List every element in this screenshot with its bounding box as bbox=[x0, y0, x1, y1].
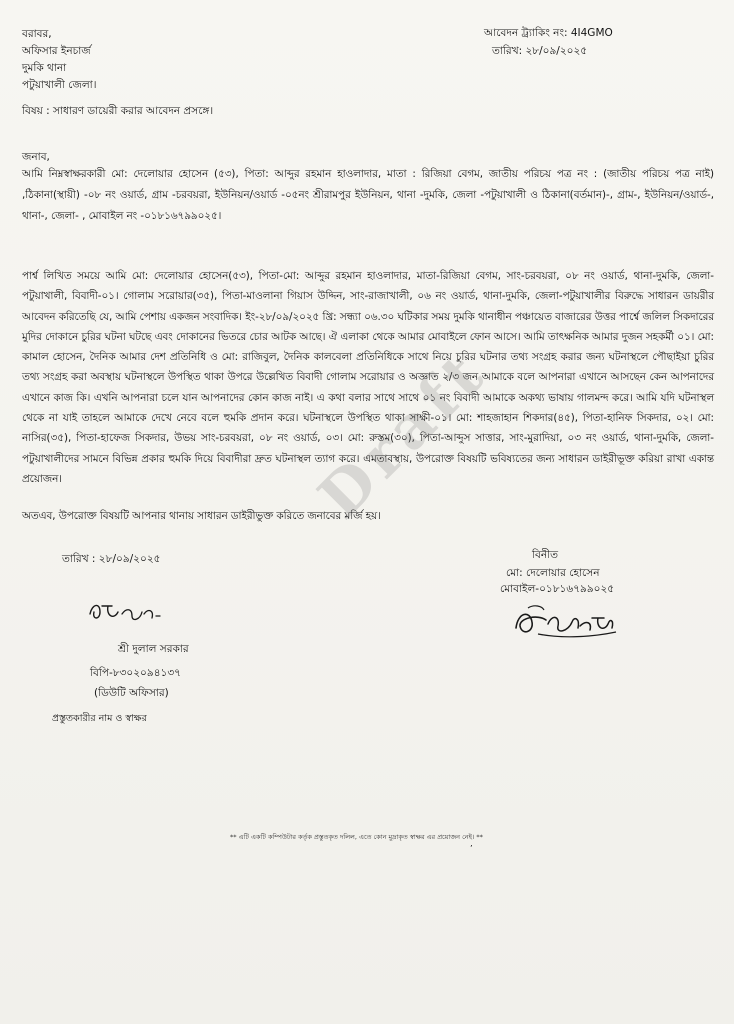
incident-description-paragraph: পার্শ্ব লিখিত সময়ে আমি মো: দেলোয়ার হোসেন(৫৩), পিতা-মো: আব্দুর রহমান হাওলাদার, মাতা-রিজিয়া বেগম, সাং-চরবয়রা, ০৮ নং ওয়ার্ড, থানা-দুমকি, জেলা-পটুয়াখালী, বিবাদী-০১। গোলাম সরোয়ার(৩৫), পিতা-মাওলানা গিয়াস উদ্দিন, সাং-রাজাখালী, ০৬ নং ওয়ার্ড, থানা-দুমকি, জেলা-পটুয়াখালীর বিরুদ্ধে সাধারন ডায়রীর আবেদন করিতেছি যে, আমি পেশায় একজন সংবাদিক। ইং-২৮/০৯/২০২৫ খ্রি: সন্ধ্যা ০৬.৩০ ঘটিকার সময় দুমকি থানাধীন পঞ্চায়েত বাজারের উত্তর পার্শ্বে জলিল সিকদারের মুদির দোকানে চুরির ঘটনা ঘটছে এবং দোকানের ভিতরে চোর আটক আছে। ঐ এলাকা থেকে আমার মোবাইলে ফোন আসে। আমি তাৎক্ষনিক আমার দুজন সহকর্মী ০১। মো: কামাল হোসেন, দৈনিক আমার দেশ প্রতিনিধি ও মো: রাজিবুল, দৈনিক কালবেলা প্রতিনিধিকে সাথে নিয়ে চুরির ঘটনার তথ্য সংগ্রহ করার জন্য ঘটনাস্থলে পৌছাইয়া চুরির তথ্য সংগ্রহ করা অবস্থায় ঘটনাস্থলে উপস্থিত থাকা উপরে উল্লেখিত বিবাদী গোলাম সরোয়ার ও অজ্ঞাত ২/৩ জন আমাকে বলে আপনারা এখানে আসছেন কেন আপনাদের এখানে কাজ কি। এখনি আপনারা চলে যান আপনাদের কোন কাজ নাই। এ কথা বলার সাথে সাথে ০১ নং বিবাদী আমাকে অকথ্য ভাষায় গালমন্দ করে। আমি যদি ঘটনাস্থল থেকে না যাই তাহলে আমাকে দেখে নেবে বলে হুমকি প্রদান করে। ঘটনাস্থলে উপস্থিত থাকা সাক্ষী-০১। মো: শাহজাহান শিকদার(৪৫), পিতা-হানিফ সিকদার, ০২। মো: নাসির(৩৫), পিতা-হাফেজ সিকদার, উভয় সাং-চরবয়রা, ০৮ নং ওয়ার্ড, ০৩। মো: রুস্তম(৩০), পিতা-আব্দুস সাত্তার, সাং-মুরাদিয়া, ০৩ নং ওয়ার্ড, থানা-দুমকি, জেলা-পটুয়াখালীদের সামনে বিভিন্ন প্রকার হুমকি দিয়ে বিবাদীরা দ্রুত ঘটনাস্থল ত্যাগ করে। এমতাবস্থায়, উপরোক্ত বিষয়টি ভবিষ্যতের জন্য সাধারন ডাইরীভূক্ত করিয়া রাখা একান্ত প্রয়োজন। bbox=[22, 270, 714, 485]
sender-mobile: মোবাইল-০১৮১৬৭৯৯০২৫ bbox=[500, 583, 615, 595]
address-line: দুমকি থানা bbox=[22, 62, 67, 74]
draft-watermark: Draft bbox=[305, 337, 501, 533]
officer-signature bbox=[86, 596, 166, 626]
applicant-signature bbox=[508, 598, 628, 646]
officer-role: (ডিউটি অফিসার) bbox=[94, 687, 169, 699]
officer-bp-number: বিপি-৮৩০২০৯৪১৩৭ bbox=[90, 667, 181, 679]
address-line: পটুয়াখালী জেলা। bbox=[22, 79, 97, 91]
applicant-details-paragraph: আমি নিম্নস্বাক্ষরকারী মো: দেলোয়ার হোসেন (৫৩), পিতা: আব্দুর রহমান হাওলাদার, মাতা : রিজিয়া বেগম, জাতীয় পরিচয় পত্র নং : (জাতীয় পরিচয় পত্র নাই) ,ঠিকানা(স্থায়ী) -০৮ নং ওয়ার্ড, গ্রাম -চরবয়রা, ইউনিয়ন/ওয়ার্ড -০৫নং শ্রীরামপুর ইউনিয়ন, থানা -দুমকি, জেলা -পটুয়াখালী ও ঠিকানা(বর্তমান)-, গ্রাম-, ইউনিয়ন/ওয়ার্ড-, থানা-, জেলা- , মোবাইল নং -০১৮১৬৭৯৯০২৫। bbox=[22, 168, 714, 222]
officer-name: শ্রী দুলাল সরকার bbox=[118, 643, 189, 655]
tracking-number: আবেদন ট্র্যাকিং নং: 4I4GMO bbox=[484, 27, 613, 39]
computer-generated-note: ** এটি একটি কম্পিউটার কর্তৃক প্রস্তুতকৃত দলিল, এতে কোন মুদ্রাকৃত স্বাক্ষর এর প্রয়োজন নেই। ** bbox=[230, 833, 483, 841]
prepared-by-label: প্রস্তুতকারীর নাম ও স্বাক্ষর bbox=[52, 713, 147, 724]
footer-date: তারিখ : ২৮/০৯/২০২৫ bbox=[62, 553, 161, 565]
sender-name: মো: দেলোয়ার হোসেন bbox=[506, 567, 600, 579]
closing-request: অতএব, উপরোক্ত বিষয়টি আপনার থানায় সাধারন ডাইরীভুক্ত করিতে জনাবের মর্জি হয়। bbox=[22, 510, 381, 522]
subject-line: বিষয় : সাধারণ ডায়েরী করার আবেদন প্রসঙ্গে। bbox=[22, 105, 214, 117]
address-line: বরাবর, bbox=[22, 28, 52, 40]
salutation: জনাব, bbox=[22, 151, 50, 163]
closing-word: বিনীত bbox=[532, 549, 558, 561]
recipient-address bbox=[22, 26, 96, 94]
header-date: তারিখ: ২৮/০৯/২০২৫ bbox=[492, 45, 588, 57]
stray-mark: ’ bbox=[470, 844, 473, 853]
address-line: অফিসার ইনচার্জ bbox=[22, 45, 91, 57]
